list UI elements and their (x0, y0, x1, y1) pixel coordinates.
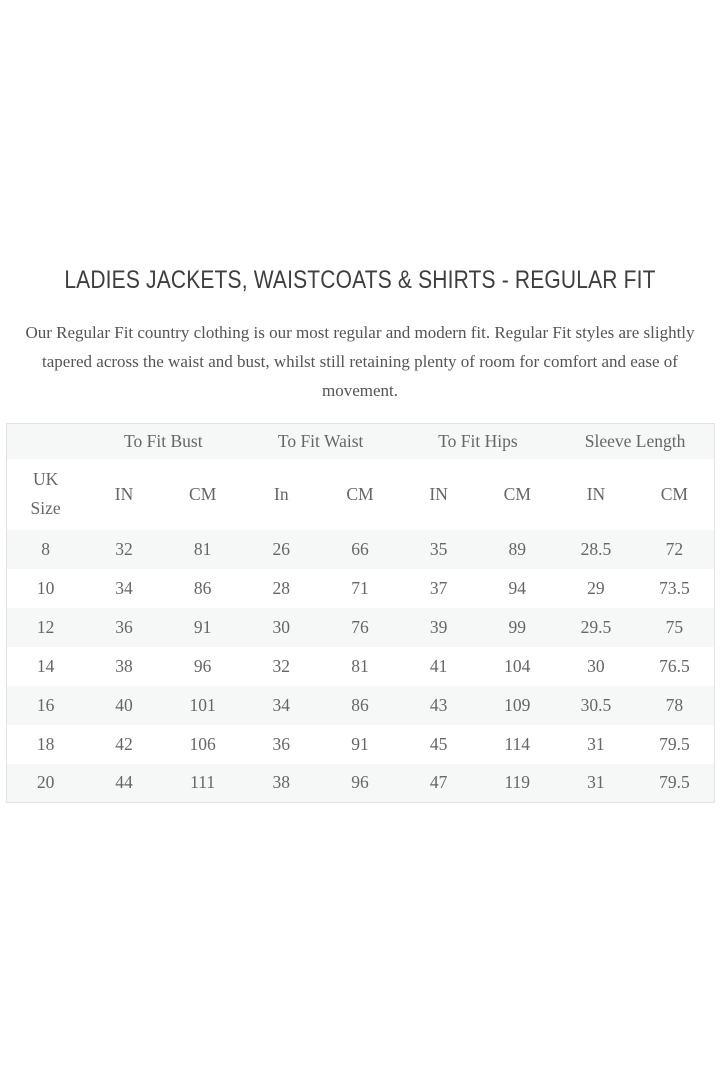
table-cell: 36 (115, 616, 133, 637)
table-cell: 71 (351, 577, 369, 598)
unit-header-row (6, 459, 714, 530)
group-header-waist: To Fit Waist (277, 430, 364, 451)
table-cell: 36 (272, 733, 291, 754)
table-cell: 30 (587, 655, 605, 676)
table-cell: 76.5 (659, 655, 690, 676)
table-cell: 111 (190, 772, 216, 793)
unit-header-bust-in: IN (114, 483, 134, 504)
table-cell: 66 (351, 538, 369, 559)
table-cell: 43 (429, 694, 448, 715)
page-title-text: LADIES JACKETS, WAISTCOATS & SHIRTS - REGULAR FIT (64, 266, 656, 294)
unit-header-hips-in: IN (429, 483, 448, 504)
table-cell: 28 (272, 577, 291, 598)
table-cell: 42 (115, 733, 133, 754)
table-cell: 114 (504, 733, 531, 754)
table-cell: 37 (429, 577, 448, 598)
unit-header-waist-in: In (274, 483, 289, 504)
group-header-spacer (6, 424, 85, 459)
table-cell: 79.5 (659, 733, 690, 754)
table-cell: 96 (193, 655, 212, 676)
table-cell: 45 (429, 733, 448, 754)
table-cell: 86 (193, 577, 212, 598)
table-cell: 81 (193, 538, 212, 559)
size-chart-table (6, 423, 715, 803)
unit-header-sleeve-cm: CM (660, 483, 688, 504)
table-cell: 26 (272, 538, 291, 559)
table-cell: 31 (587, 733, 605, 754)
table-cell: 32 (272, 655, 291, 676)
unit-header-uk-size: UK Size (30, 469, 61, 518)
table-cell: 28.5 (580, 538, 612, 559)
table-cell: 16 (36, 694, 55, 715)
table-cell: 35 (429, 538, 448, 559)
table-cell: 75 (665, 616, 684, 637)
unit-header-waist-cm: CM (346, 483, 374, 504)
group-header-row (6, 424, 714, 459)
table-cell: 86 (351, 694, 369, 715)
table-cell: 39 (429, 616, 448, 637)
table-cell: 40 (115, 694, 133, 715)
table-cell: 91 (193, 616, 212, 637)
table-cell: 72 (665, 538, 684, 559)
table-cell: 109 (504, 694, 531, 715)
table-cell: 10 (36, 577, 55, 598)
table-cell: 34 (272, 694, 291, 715)
unit-header-hips-cm: CM (503, 483, 531, 504)
table-cell: 76 (351, 616, 369, 637)
table-cell: 96 (351, 772, 369, 793)
table-cell: 30.5 (580, 694, 612, 715)
table-row (6, 647, 714, 686)
table-cell: 14 (36, 655, 55, 676)
table-cell: 20 (36, 772, 55, 793)
table-cell: 101 (189, 694, 216, 715)
table-cell: 79.5 (659, 772, 690, 793)
table-cell: 38 (272, 772, 291, 793)
unit-header-sleeve-in: IN (586, 483, 606, 504)
table-cell: 30 (272, 616, 291, 637)
table-cell: 44 (115, 772, 133, 793)
table-row (6, 569, 714, 608)
table-cell: 31 (587, 772, 605, 793)
table-row (6, 764, 714, 803)
table-cell: 119 (504, 772, 531, 793)
table-cell: 34 (115, 577, 133, 598)
table-cell: 81 (351, 655, 369, 676)
fit-description: Our Regular Fit country clothing is our most regular and modern fit. Regular Fit styles are slightly tapered across the waist and bust, whilst still retaining plenty of room for comfort and ease of movement. (25, 323, 695, 400)
table-cell: 12 (36, 616, 55, 637)
group-header-hips: To Fit Hips (438, 430, 518, 451)
table-cell: 73.5 (659, 577, 690, 598)
table-row (6, 686, 714, 725)
table-cell: 47 (429, 772, 448, 793)
size-chart-header (6, 424, 714, 530)
table-cell: 8 (41, 538, 50, 559)
table-cell: 78 (665, 694, 684, 715)
table-cell: 18 (36, 733, 55, 754)
page-title (0, 0, 720, 293)
table-cell: 38 (115, 655, 133, 676)
table-cell: 104 (504, 655, 531, 676)
table-cell: 106 (189, 733, 216, 754)
group-header-sleeve: Sleeve Length (584, 430, 686, 451)
table-cell: 32 (115, 538, 133, 559)
table-cell: 29.5 (580, 616, 612, 637)
table-cell: 41 (429, 655, 448, 676)
table-cell: 29 (587, 577, 605, 598)
size-table-body (6, 530, 714, 803)
table-cell: 99 (508, 616, 527, 637)
table-cell: 89 (508, 538, 527, 559)
table-row (6, 608, 714, 647)
table-cell: 94 (508, 577, 527, 598)
group-header-bust: To Fit Bust (124, 430, 203, 451)
table-row (6, 725, 714, 764)
unit-header-bust-cm: CM (189, 483, 217, 504)
table-cell: 91 (351, 733, 369, 754)
table-row (6, 530, 714, 569)
